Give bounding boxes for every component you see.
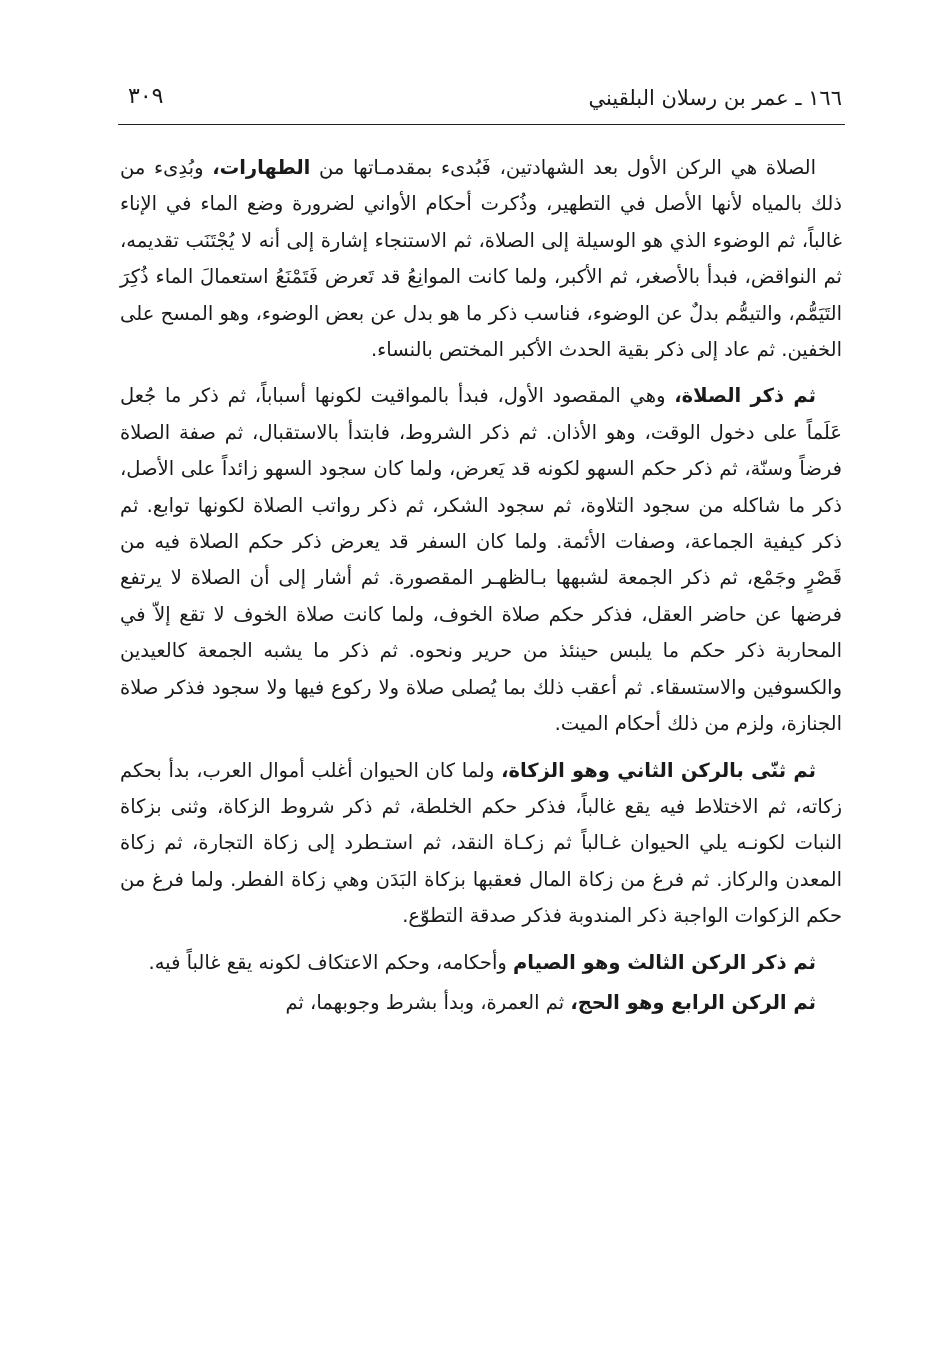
paragraph-fasting: [120, 945, 842, 981]
paragraph-purification: [120, 150, 842, 368]
keyword-siyam: ثم ذكر الركن الثالث وهو الصيام: [513, 950, 816, 974]
keyword-taharat: الطهارات،: [212, 156, 311, 179]
page-number: ٣٠٩: [128, 84, 164, 109]
paragraph-zakat: [120, 753, 842, 935]
body-text: [120, 150, 842, 1031]
page-header: [120, 84, 842, 120]
paragraph-prayer: [120, 378, 842, 742]
paragraph-hajj: [120, 985, 842, 1021]
paragraph-text: ثم العمرة، وبدأ بشرط وجوبهما، ثم: [285, 990, 571, 1014]
keyword-zakat: ثم ثنّى بالركن الثاني وهو الزكاة،: [501, 758, 817, 782]
keyword-hajj: ثم الركن الرابع وهو الحج،: [570, 990, 816, 1014]
header-divider: [118, 124, 845, 125]
paragraph-text: ولما كان الحيوان أغلب أموال العرب، بدأ بحكم زكاته، ثم الاختلاط فيه يقع غالباً، فذكر حكم الخلطة، ثم ذكر شروط الزكاة، وثنى بزكاة النبات لكونـه يلي الحيوان غـالباً ثم زكـاة النقد، ثم استـطرد إلى زكاة التجارة، ثم زكاة المعدن والركاز. ثم فرغ من زكاة المال فعقبها بزكاة البَدَن وهي زكاة الفطر. ولما فرغ من حكم الزكوات الواجبة ذكر المندوبة فذكر صدقة التطوّع.: [120, 758, 842, 928]
keyword-salat: ثم ذكر الصلاة،: [674, 384, 816, 408]
paragraph-text: الصلاة هي الركن الأول بعد الشهادتين، فَبُدىء بمقدمـاتها من: [310, 156, 816, 179]
paragraph-text: وأحكامه، وحكم الاعتكاف لكونه يقع غالباً فيه.: [148, 950, 514, 974]
running-title: ١٦٦ ـ عمر بن رسلان البلقيني: [588, 86, 842, 110]
paragraph-text: وبُدِىء من ذلك بالمياه لأنها الأصل في التطهير، وذُكرت أحكام الأواني لضرورة وضع الماء في الإناء غالباً، ثم الوضوء الذي هو الوسيلة إلى الصلاة، ثم الاستنجاء إشارة إلى أنه لا يُجْتَنَب تقديمه، ثم النواقض، فبدأ بالأصغر، ثم الأكبر، ولما كانت الموانِعُ قد تَعرض فَتَمْنَعُ استعمالَ الماء ذُكِرَ التَيَمُّم، والتيمُّم بدلٌ عن الوضوء، فناسب ذكر ما هو بدل عن بعض الوضوء، وهو المسح على الخفين. ثم عاد إلى ذكر بقية الحدث الأكبر المختص بالنساء.: [120, 156, 842, 362]
paragraph-text: وهي المقصود الأول، فبدأ بالمواقيت لكونها أسباباً، ثم ذكر ما جُعل عَلَماً على دخول الوقت، وهو الأذان. ثم ذكر الشروط، فابتدأ بالاستقبال، ثم صفة الصلاة فرضاً وسنّة، ثم ذكر حكم السهو لكونه قد يَعرض، ولما كان سجود السهو زائداً على الأصل، ذكر ما شاكله من سجود التلاوة، ثم سجود الشكر، ثم ذكر رواتب الصلاة لكونها توابع. ثم ذكر كيفية الجماعة، وصفات الأئمة. ولما كان السفر قد يعرض ذكر حكم الصلاة فيه من قَصْرٍ وجَمْع، ثم ذكر الجمعة لشبهها بـالظهـر المقصورة. ثم أشار إلى أن الصلاة لا يرتفع فرضها عن حاضر العقل، فذكر حكم صلاة الخوف، ولما كانت صلاة الخوف لا تقع إلاّ في المحاربة ذكر حكم ما يلبس حينئذ من حرير ونحوه. ثم ذكر ما يشبه الجمعة كالعيدين والكسوفين والاستسقاء. ثم أعقب ذلك بما يُصلى صلاة ولا ركوع فيها ولا سجود فذكر صلاة الجنازة، ولزم من ذلك أحكام الميت.: [120, 384, 842, 736]
